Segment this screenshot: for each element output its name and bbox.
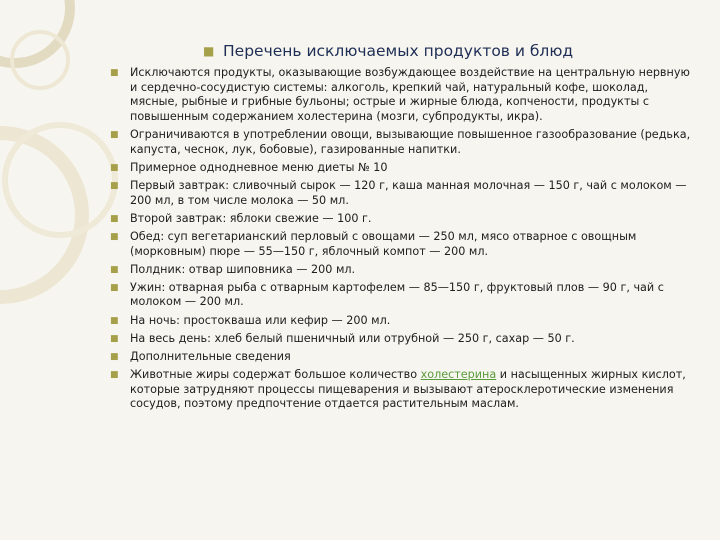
list-item: [110, 368, 695, 412]
list-item-text: На весь день: хлеб белый пшеничный или отрубной — 250 г, сахар — 50 г.: [130, 331, 575, 345]
list-item-text: Примерное однодневное меню диеты № 10: [130, 160, 388, 174]
list-item-text: Ограничиваются в употреблении овощи, вызывающие повышенное газообразование (редька, капуста, чеснок, лук, бобовые), газированные напитки.: [130, 127, 691, 156]
list-item: [110, 128, 695, 157]
list-item: [110, 263, 695, 278]
square-bullet-icon: ■: [110, 162, 119, 173]
list-item-text: Дополнительные сведения: [130, 350, 291, 364]
list-item-text: Полдник: отвар шиповника — 200 мл.: [130, 262, 356, 276]
list-item-text: Первый завтрак: сливочный сырок — 120 г, каша манная молочная — 150 г, чай с молоком — 200 мл, в том числе молока — 50 мл.: [130, 178, 687, 207]
list-item: [110, 332, 695, 347]
square-bullet-icon: ■: [110, 370, 119, 381]
content-bullet-list: [110, 66, 695, 416]
list-item-text: Ужин: отварная рыба с отварным картофелем — 85—150 г, фруктовый плов — 90 г, чай с молоком — 200 мл.: [130, 280, 664, 309]
list-item-text-after: и насыщенных жирных кислот, которые затрудняют процессы пищеварения и вызывают атеросклеротические изменения сосудов, поэтому предпочтение отдается растительным маслам.: [130, 368, 686, 411]
slide-title: Перечень исключаемых продуктов и блюд: [223, 42, 574, 60]
list-item-text: Исключаются продукты, оказывающие возбуждающее воздействие на центральную нервную и сердечно-сосудистую системы: алкоголь, крепкий чай, натуральный кофе, шоколад, мясные, рыбные и грибные бульоны; острые и жирные блюда, копчености, продукты с повышенным содержанием холестерина (мозги, субпродукты, икра).: [130, 66, 690, 123]
square-bullet-icon: ■: [110, 315, 119, 326]
square-bullet-icon: ■: [110, 352, 119, 363]
square-bullet-icon: ■: [110, 231, 119, 242]
list-item: [110, 281, 695, 310]
square-bullet-icon: ■: [110, 282, 119, 293]
list-item: [110, 179, 695, 208]
square-bullet-icon: ■: [110, 68, 119, 78]
list-item-text: На ночь: простокваша или кефир — 200 мл.: [130, 313, 391, 327]
list-item: [110, 212, 695, 227]
square-bullet-icon: ■: [110, 264, 119, 275]
square-bullet-icon: ■: [110, 333, 119, 344]
square-bullet-icon: ■: [110, 213, 119, 224]
list-item: [110, 161, 695, 176]
list-item-text-before: Животные жиры содержат большое количество: [130, 368, 421, 382]
list-item-text: Второй завтрак: яблоки свежие — 100 г.: [130, 211, 372, 225]
list-item: [110, 66, 695, 124]
list-item: [110, 230, 695, 259]
list-item-text: Обед: суп вегетарианский перловый с овощами — 250 мл, мясо отварное с овощным (морковным) пюре — 55—150 г, яблочный компот — 200 мл.: [130, 229, 637, 258]
list-item: [110, 350, 695, 365]
square-bullet-icon: ■: [110, 129, 119, 140]
square-bullet-icon: ■: [203, 44, 215, 58]
square-bullet-icon: ■: [110, 180, 119, 191]
cholesterol-link[interactable]: холестерина: [420, 368, 497, 382]
list-item: [110, 314, 695, 329]
